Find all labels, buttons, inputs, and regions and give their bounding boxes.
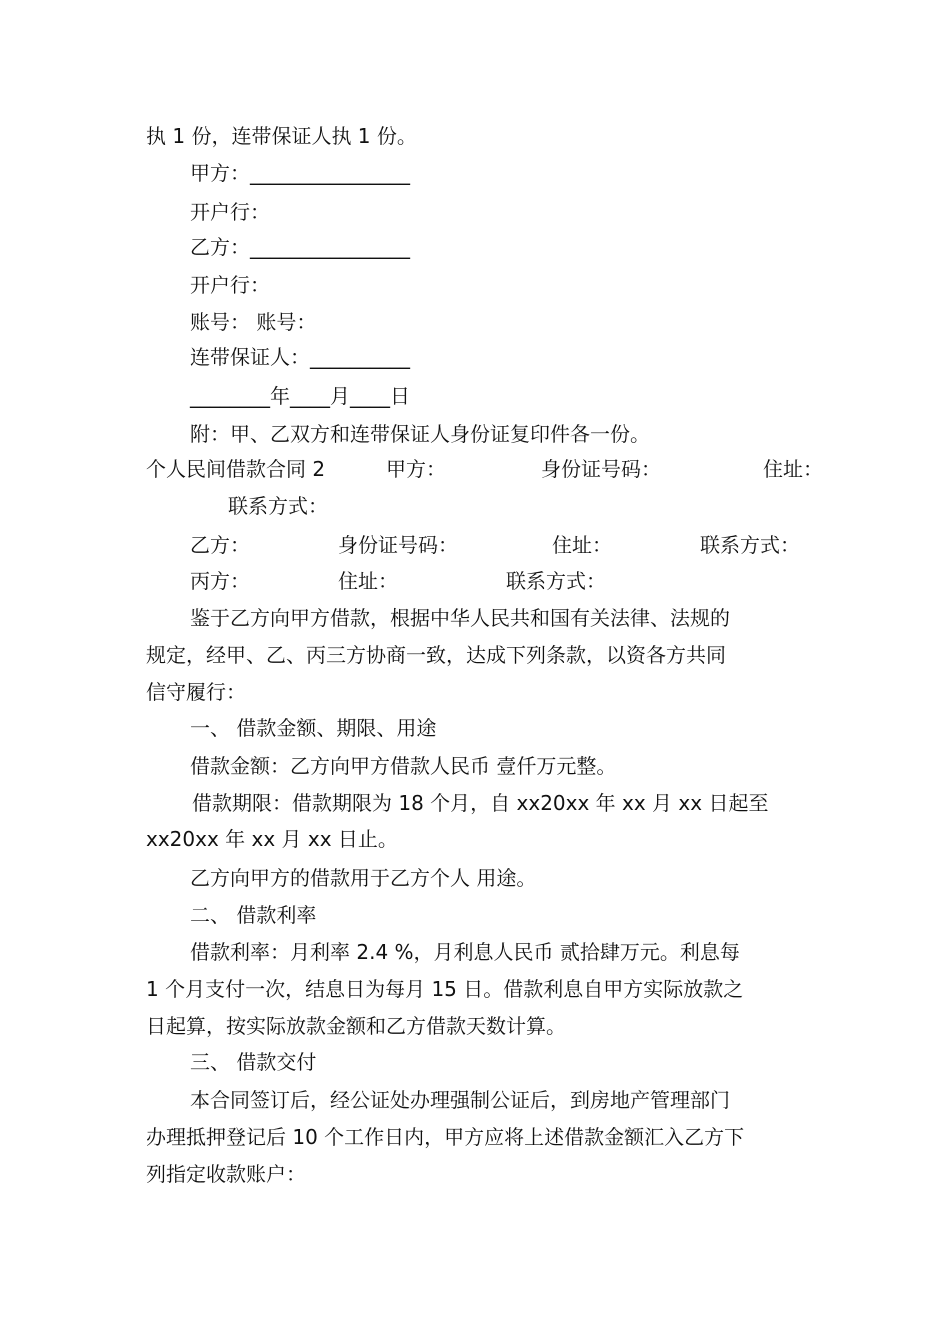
address-label: 住址： xyxy=(552,533,612,557)
party-a-label: 甲方： xyxy=(386,457,446,481)
address-label: 住址： xyxy=(763,457,823,481)
guarantor-signature-line: 连带保证人：__________ xyxy=(190,345,410,369)
loan-amount-line: 借款金额：乙方向甲方借款人民币 壹仟万元整。 xyxy=(190,754,617,778)
contact-label: 联系方式： xyxy=(700,533,800,557)
section-heading-2: 二、 借款利率 xyxy=(190,903,317,927)
interest-line-3: 日起算，按实际放款金额和乙方借款天数计算。 xyxy=(146,1014,566,1038)
loan-purpose-line: 乙方向甲方的借款用于乙方个人 用途。 xyxy=(190,866,537,890)
party-b-signature-line: 乙方：________________ xyxy=(190,235,410,259)
account-line: 账号： 账号： xyxy=(190,310,317,334)
copies-line: 执 1 份，连带保证人执 1 份。 xyxy=(146,124,417,148)
party-b-label: 乙方： xyxy=(190,533,250,557)
preamble-line-3: 信守履行： xyxy=(146,680,246,704)
bank-line: 开户行： xyxy=(190,200,270,224)
contact-label: 联系方式： xyxy=(506,569,606,593)
id-number-label: 身份证号码： xyxy=(541,457,661,481)
date-line: ________年____月____日 xyxy=(190,384,410,408)
preamble-line-2: 规定，经甲、乙、丙三方协商一致，达成下列条款，以资各方共同 xyxy=(146,643,726,667)
delivery-line-1: 本合同签订后，经公证处办理强制公证后，到房地产管理部门 xyxy=(190,1088,730,1112)
id-number-label: 身份证号码： xyxy=(338,533,458,557)
party-a-signature-line: 甲方：________________ xyxy=(190,161,410,185)
party-c-label: 丙方： xyxy=(190,569,250,593)
delivery-line-2: 办理抵押登记后 10 个工作日内，甲方应将上述借款金额汇入乙方下 xyxy=(146,1125,745,1149)
contact-label: 联系方式： xyxy=(228,494,328,518)
loan-term-line-1: 借款期限：借款期限为 18 个月，自 xx20xx 年 xx 月 xx 日起至 xyxy=(192,791,769,815)
section-heading-1: 一、 借款金额、期限、用途 xyxy=(190,716,437,740)
section-heading-3: 三、 借款交付 xyxy=(190,1050,317,1074)
loan-term-line-2: xx20xx 年 xx 月 xx 日止。 xyxy=(146,827,398,851)
bank-line: 开户行： xyxy=(190,273,270,297)
contract-title: 个人民间借款合同 2 xyxy=(146,457,326,481)
interest-line-2: 1 个月支付一次，结息日为每月 15 日。借款利息自甲方实际放款之 xyxy=(146,977,744,1001)
interest-line-1: 借款利率：月利率 2.4 %，月利息人民币 贰拾肆万元。利息每 xyxy=(190,940,740,964)
preamble-line-1: 鉴于乙方向甲方借款，根据中华人民共和国有关法律、法规的 xyxy=(190,606,730,630)
attachment-note: 附：甲、乙双方和连带保证人身份证复印件各一份。 xyxy=(190,422,650,446)
delivery-line-3: 列指定收款账户： xyxy=(146,1162,306,1186)
address-label: 住址： xyxy=(338,569,398,593)
